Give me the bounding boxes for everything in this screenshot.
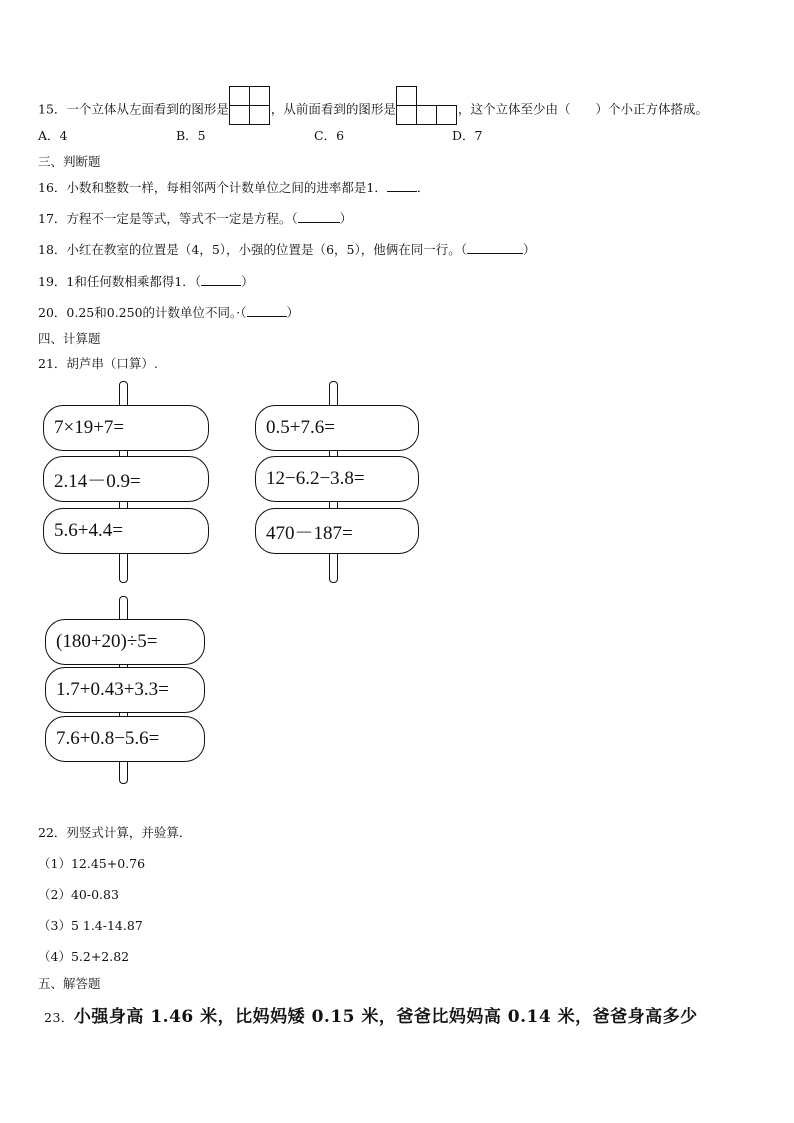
option-a[interactable]: A．4	[38, 128, 68, 143]
question-15-text-2: ，从前面看到的图形是	[270, 101, 396, 117]
gourd-expression[interactable]: 5.6+4.4=	[43, 508, 209, 554]
question-15	[38, 90, 708, 130]
question-23-text: 小强身高 1.46 米，比妈妈矮 0.15 米，爸爸比妈妈高 0.14 米，爸爸身高多少	[73, 1007, 698, 1027]
answer-blank-17[interactable]	[298, 210, 340, 223]
gourd-expression[interactable]: (180+20)÷5=	[45, 619, 205, 665]
question-18: 18．小红在教室的位置是（4，5），小强的位置是（6，5），他俩在同一行。（ ）	[38, 242, 536, 257]
gourd-expression[interactable]: 7×19+7=	[43, 405, 209, 451]
section-3-title: 三、判断题	[38, 154, 101, 169]
q22-item-2: （2）40-0.83	[38, 887, 119, 902]
option-c[interactable]: C．6	[314, 128, 345, 143]
answer-blank-18[interactable]	[467, 241, 523, 254]
gourd-expression[interactable]: 12−6.2−3.8=	[255, 456, 419, 502]
question-20: 20．0.25和0.250的计数单位不同。·（ ）	[38, 305, 300, 320]
answer-blank-20[interactable]	[247, 304, 287, 317]
option-b[interactable]: B．5	[176, 128, 206, 143]
answer-blank-19[interactable]	[201, 273, 241, 286]
section-4-title: 四、计算题	[38, 331, 101, 346]
question-19: 19．1和任何数相乘都得1．（ ）	[38, 274, 254, 289]
front-view-figure	[396, 86, 458, 126]
gourd-expression[interactable]: 1.7+0.43+3.3=	[45, 667, 205, 713]
question-22-title: 22．列竖式计算，并验算．	[38, 825, 192, 840]
section-5-title: 五、解答题	[38, 976, 101, 991]
q22-item-1: （1）12.45+0.76	[38, 856, 146, 871]
question-15-text-3: ，这个立体至少由（ ）个小正方体搭成。	[457, 101, 708, 117]
q22-item-3: （3）5 1.4-14.87	[38, 918, 143, 933]
question-15-text-1: 15．一个立体从左面看到的图形是	[38, 101, 229, 117]
question-23-number: 23．	[44, 1010, 74, 1025]
question-17: 17．方程不一定是等式，等式不一定是方程。（ ）	[38, 211, 353, 226]
q22-item-4: （4）5.2+2.82	[38, 949, 130, 964]
question-23	[44, 1002, 698, 1027]
question-16: 16．小数和整数一样，每相邻两个计数单位之间的进率都是1． ．	[38, 180, 430, 195]
gourd-expression[interactable]: 470－187=	[255, 508, 419, 554]
question-21-title: 21．胡芦串（口算）.	[38, 356, 158, 371]
gourd-expression[interactable]: 7.6+0.8−5.6=	[45, 716, 205, 762]
left-view-figure	[229, 86, 271, 126]
gourd-expression[interactable]: 0.5+7.6=	[255, 405, 419, 451]
gourd-expression[interactable]: 2.14－0.9=	[43, 456, 209, 502]
option-d[interactable]: D．7	[452, 128, 483, 143]
answer-blank-16[interactable]	[387, 179, 417, 192]
